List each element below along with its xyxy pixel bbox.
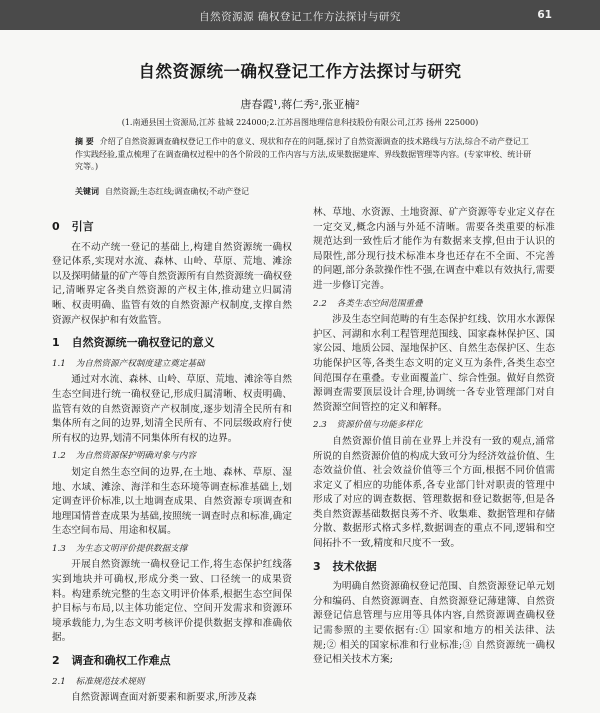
abstract-text: 介绍了自然资源调查确权登记工作中的意义、现状和存在的问题,探讨了自然资源调查的技术路线与方法,综合不动产登记工作实践经验,重点梳理了在调查确权过程中的各个阶段的工作内容与方法,成果数据建库、界线数据管理等内容。(专家审校、统计研究等。) xyxy=(75,137,532,171)
paragraph-1-3: 开展自然资源统一确权登记工作,将生态保护红线落实到地块并可确权,形成分类一致、口径统一的成果资料。构建系统完整的生态文明评价体系,根据生态空间保护目标与布局,以主体功能定位、空间开发需求和资源环境承载能力,为生态文明考核评价提供数据支撑和准确依据。 xyxy=(52,559,292,644)
paragraph-1-1: 通过对水流、森林、山岭、草原、荒地、滩涂等自然生态空间进行统一确权登记,形成归属清晰、权责明确、监管有效的自然资源资产产权制度,逐步划清全民所有和集体所有之间的边界,划清全民所有、不同层级政府行使所有权的边界,划清不同集体所有权的边界。 xyxy=(52,374,292,444)
intro-paragraph: 在不动产统一登记的基础上,构建自然资源统一确权登记体系,实现对水流、森林、山岭、草原、荒地、滩涂以及探明储量的矿产等自然资源所有自然资源统一确权登记,清晰界定各类自然资源的产权主体,推动建立归属清晰、权责明确、监管有效的自然资源产权制度,支撑自然资源产权保护和有效监管。 xyxy=(52,241,292,326)
subsection-heading-1-3: 1.3 为生态文明评价提供数据支撑 xyxy=(52,543,188,554)
right-column xyxy=(313,206,555,668)
paragraph-1-2: 划定自然生态空间的边界,在土地、森林、草原、湿地、水域、滩涂、海洋和生态环境等调查标准基础上,划定调查评价标准,以土地调查成果、自然资源专项调查和地理国情普查成果为基础,按照统一调查时点和标准,确定生态空间布局、用途和权属。 xyxy=(52,466,292,537)
left-column xyxy=(52,212,292,706)
paragraph-3: 为明确自然资源确权登记范围、自然资源登记单元划分和编码、自然资源调查、自然资源登记薄建簿、自然资源登记信息管理与应用等具体内容,自然资源调查确权登记需参照的主要依据有:① 国家和地方的相关法律、法规;② 相关的国家标准和行业标准;③ 自然资源统一确权登记相关技术方案; xyxy=(313,581,555,666)
paragraph-2-1-cont: 林、草地、水资源、土地资源、矿产资源等专业定义存在一定交叉,概念内涵与外延不清晰。需要各类重要的标准规范达到一致性后才能作为有数据来支撑,但由于认识的局限性,部分现行技术标准本身也还存在不全面、不完善的问题,部分条款操作性不强,在调查中难以有效执行,需要进一步修订完善。 xyxy=(313,207,555,291)
paragraph-2-2: 涉及生态空间范畴的有生态保护红线、饮用水水源保护区、河湖和水利工程管理范围线、国家森林保护区、国家公园、地质公园、湿地保护区、自然生态保护区、生态功能保护区等,各类生态文明的定义互为条件,各类生态空间范围存在重叠。专业面覆盖广、综合性强。做好自然资源调查需要顶层设计合理,协调统一各专业管理部门对自然资源空间管控的定义和解释。 xyxy=(313,314,555,413)
subsection-heading-1-2: 1.2 为自然资源保护明确对象与内容 xyxy=(52,451,196,462)
keywords xyxy=(75,186,535,197)
subsection-heading-2-3: 2.3 资源价值与功能多样化 xyxy=(313,420,423,431)
running-head-title: 自然资源源 确权登记工作方法探讨与研究 xyxy=(199,11,401,23)
abstract xyxy=(75,136,535,174)
running-header xyxy=(0,0,600,30)
article-authors: 唐春霞¹,蒋仁秀²,张亚楠² xyxy=(240,98,360,111)
section-heading-1: 1 自然资源统一确权登记的意义 xyxy=(52,336,215,350)
section-heading-3: 3 技术依据 xyxy=(313,559,377,573)
subsection-heading-2-1: 2.1 标准规范技术规则 xyxy=(52,676,145,687)
subsection-heading-1-1: 1.1 为自然资源产权制度建立奠定基础 xyxy=(52,358,205,369)
keywords-label: 关键词 xyxy=(75,187,99,196)
keywords-text: 自然资源;生态红线;调查确权;不动产登记 xyxy=(105,187,250,196)
paragraph-2-1-start: 自然资源调查面对新要素和新要求,所涉及森 xyxy=(71,692,257,704)
article-affiliation: (1.南通县国土资源局,江苏 盐城 224000;2.江苏昌图地理信息科技股份有限公司,江苏 扬州 225000) xyxy=(121,118,479,127)
abstract-label: 摘 要 xyxy=(75,137,94,146)
paragraph-2-3: 自然资源价值目前在业界上并没有一致的观点,涌常所说的自然资源价值的构成大致可分为经济效益价值、生态效益价值、社会效益价值等三个方面,根据不同价值需求定义了相应的功能体系,各专业部门针对职责的管理中形成了对应的调查数据、管理数据和登记数据等,但是各类自然资源基础数据良莠不齐、收集难、数据管理和存储分散、数据形式格式多样,数据调查的重点不同,逻辑和空间拓扑不一致,精度和尺度不一致。 xyxy=(313,435,555,550)
section-heading-0: 0 引言 xyxy=(52,220,94,233)
page-number: 61 xyxy=(537,9,552,21)
section-heading-2: 2 调查和确权工作难点 xyxy=(52,654,171,668)
subsection-heading-2-2: 2.2 各类生态空间范围重叠 xyxy=(313,298,423,309)
article-title: 自然资源统一确权登记工作方法探讨与研究 xyxy=(138,62,462,81)
